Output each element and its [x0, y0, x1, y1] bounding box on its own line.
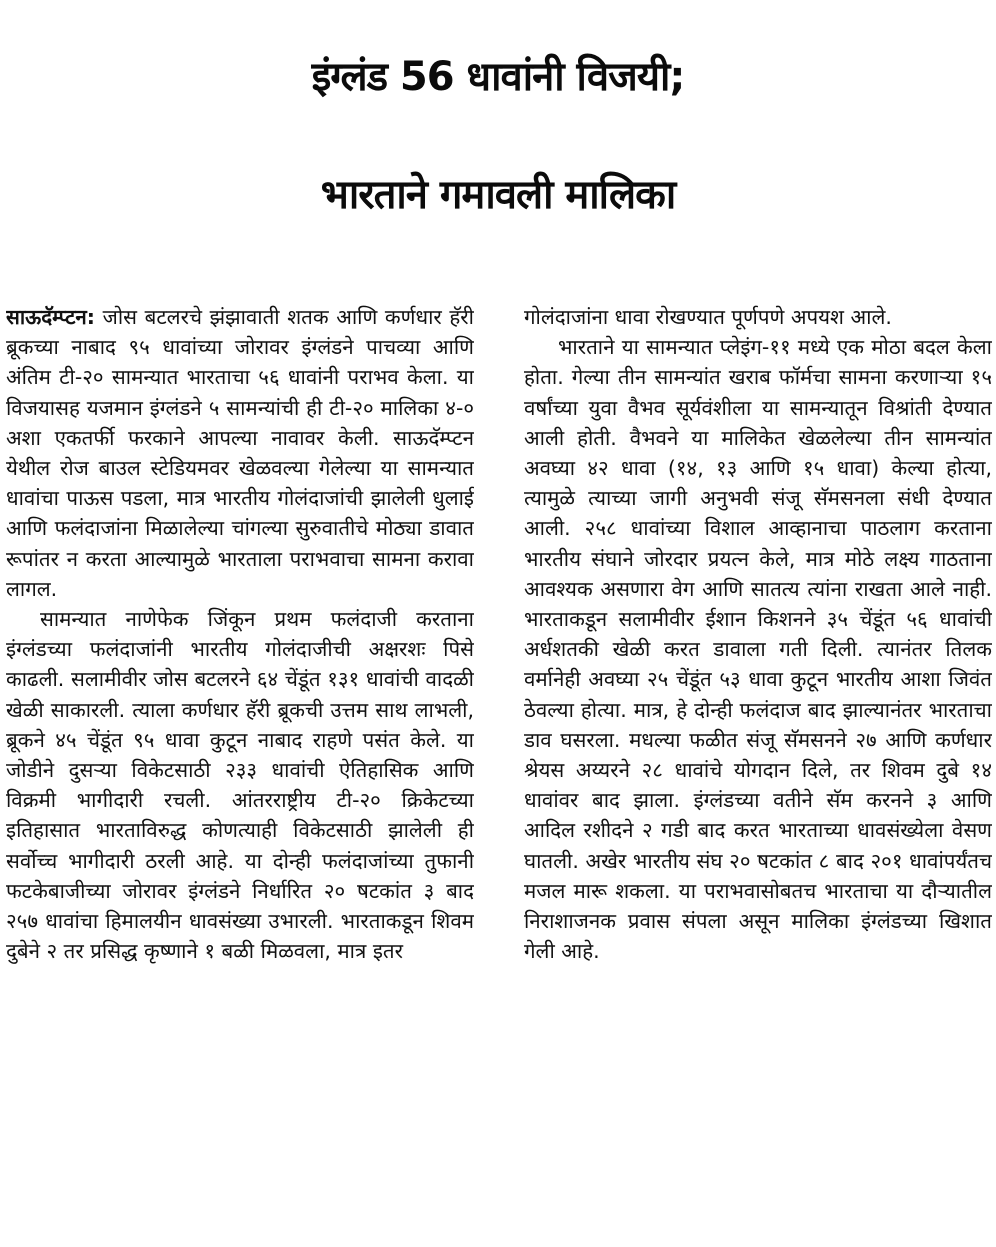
headline-line-2: भारताने गमावली मालिका [320, 172, 676, 218]
dateline: साऊदॅम्प्टन: [6, 305, 96, 329]
paragraph-4: भारताने या सामन्यात प्लेइंग-११ मध्ये एक मोठा बदल केला होता. गेल्या तीन सामन्यांत खराब फॉर्मचा सामना करणाऱ्या १५ वर्षांच्या युवा वैभव सूर्यवंशीला या सामन्यातून विश्रांती देण्यात आली होती. वैभवने या मालिकेत खेळलेल्या तीन सामन्यांत अवघ्या ४२ धावा (१४, १३ आणि १५ धावा) केल्या होत्या, त्यामुळे त्याच्या जागी अनुभवी संजू सॅमसनला संधी देण्यात आली. २५८ धावांच्या विशाल आव्हानाचा पाठलाग करताना भारतीय संघाने जोरदार प्रयत्न केले, मात्र मोठे लक्ष्य गाठताना आवश्यक असणारा वेग आणि सातत्य त्यांना राखता आले नाही. भारताकडून सलामीवीर ईशान किशनने ३५ चेंडूंत ५६ धावांची अर्धशतकी खेळी करत डावाला गती दिली. त्यानंतर तिलक वर्मानेही अवघ्या २५ चेंडूंत ५३ धावा कुटून भारतीय आशा जिवंत ठेवल्या होत्या. मात्र, हे दोन्ही फलंदाज बाद झाल्यानंतर भारताचा डाव घसरला. मधल्या फळीत संजू सॅमसनने २७ आणि कर्णधार श्रेयस अय्यरने २८ धावांचे योगदान दिले, तर शिवम दुबे १४ धावांवर बाद झाला. इंग्लंडच्या वतीने सॅम करनने ३ आणि आदिल रशीदने २ गडी बाद करत भारताच्या धावसंख्येला वेसण घातली. अखेर भारतीय संघ २० षटकांत ८ बाद २०१ धावांपर्यंतच मजल मारू शकला. या पराभवासोबतच भारताचा या दौऱ्यातील निराशाजनक प्रवास संपला असून मालिका इंग्लंडच्या खिशात गेली आहे. [524, 335, 992, 964]
left-column [6, 302, 474, 1242]
paragraph-1 [6, 302, 474, 604]
paragraph-1-text: जोस बटलरचे झंझावाती शतक आणि कर्णधार हॅरी ब्रूकच्या नाबाद ९५ धावांच्या जोरावर इंग्लंडने पाचव्या आणि अंतिम टी-२० सामन्यात भारताचा ५६ धावांनी पराभव केला. या विजयासह यजमान इंग्लंडने ५ सामन्यांची ही टी-२० मालिका ४-० अशा एकतर्फी फरकाने आपल्या नावावर केली. साऊदॅम्प्टन येथील रोज बाउल स्टेडियमवर खेळवल्या गेलेल्या या सामन्यात धावांचा पाऊस पडला, मात्र भारतीय गोलंदाजांची झालेली धुलाई आणि फलंदाजांना मिळालेल्या चांगल्या सुरुवातीचे मोठ्या डावात रूपांतर न करता आल्यामुळे भारताला पराभवाचा सामना करावा लागल. [6, 305, 474, 601]
headline-line-1: इंग्लंड 56 धावांनी विजयी; [311, 54, 685, 100]
article-body [6, 302, 992, 1242]
paragraph-2: सामन्यात नाणेफेक जिंकून प्रथम फलंदाजी करताना इंग्लंडच्या फलंदाजांनी भारतीय गोलंदाजीची अक्षरशः पिसे काढली. सलामीवीर जोस बटलरने ६४ चेंडूंत १३१ धावांची वादळी खेळी साकारली. त्याला कर्णधार हॅरी ब्रूकची उत्तम साथ लाभली, ब्रूकने ४५ चेंडूंत ९५ धावा कुटून नाबाद राहणे पसंत केले. या जोडीने दुसऱ्या विकेटसाठी २३३ धावांची ऐतिहासिक आणि विक्रमी भागीदारी रचली. आंतरराष्ट्रीय टी-२० क्रिकेटच्या इतिहासात भारताविरुद्ध कोणत्याही विकेटसाठी झालेली ही सर्वोच्च भागीदारी ठरली आहे. या दोन्ही फलंदाजांच्या तुफानी फटकेबाजीच्या जोरावर इंग्लंडने निर्धारित २० षटकांत ३ बाद २५७ धावांचा हिमालयीन धावसंख्या उभारली. भारताकडून शिवम दुबेने २ तर प्रसिद्ध कृष्णाने १ बळी मिळवला, मात्र इतर [6, 607, 474, 964]
paragraph-3: गोलंदाजांना धावा रोखण्यात पूर्णपणे अपयश आले. [524, 305, 892, 329]
right-column [524, 302, 992, 1242]
headline [0, 18, 996, 254]
